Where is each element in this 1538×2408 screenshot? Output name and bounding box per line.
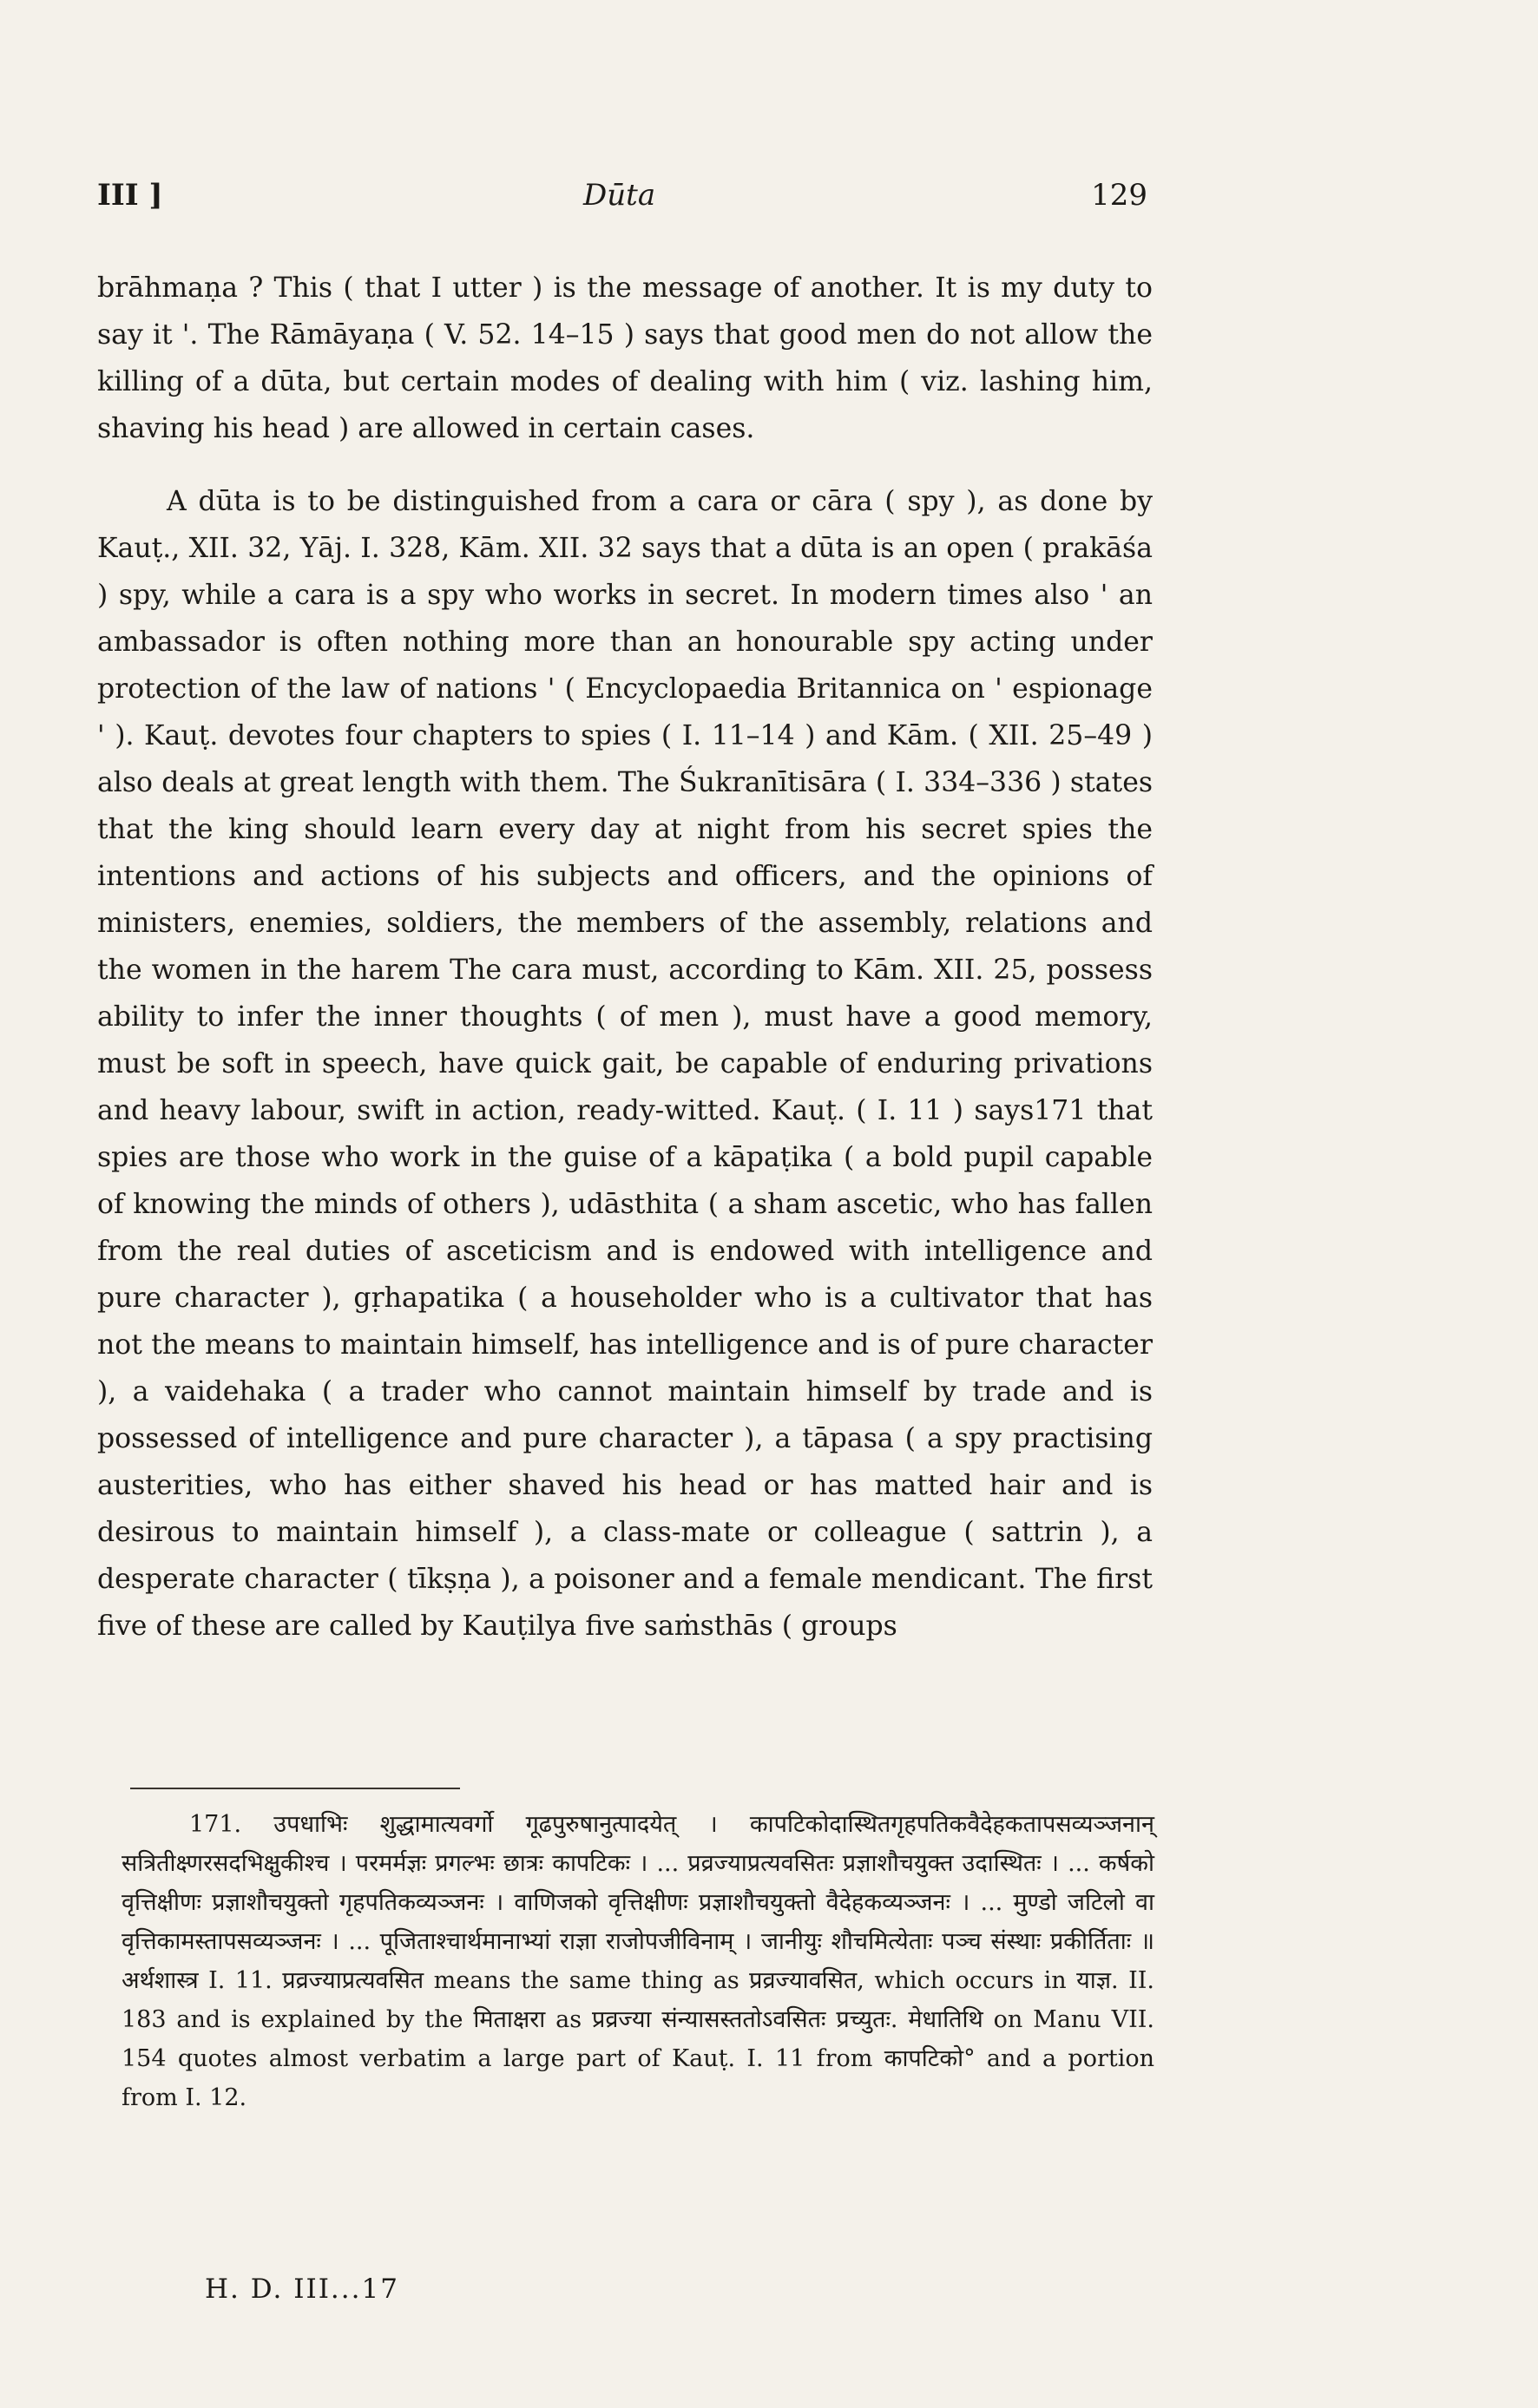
paragraph-1: brāhmaṇa ? This ( that I utter ) is the message of another. It is my duty to say it '. The Rāmāyaṇa ( V. 52. 14–15 ) says that good men do not allow the killing of a dūta, but certain modes of dealing with him ( viz. lashing him, shaving his head ) are allowed in certain cases. — [97, 272, 1153, 444]
footnote — [122, 1805, 1154, 2117]
body-text — [97, 265, 1153, 1650]
paragraph-2: A dūta is to be distinguished from a cara or cāra ( spy ), as done by Kauṭ., XII. 32, Yāj. I. 328, Kām. XII. 32 says that a dūta is an open ( prakāśa ) spy, while a cara is a spy who works in secret. In modern times also ' an ambassador is often nothing more than an honourable spy acting under protection of the law of nations ' ( Encyclopaedia Britannica on ' espionage ' ). Kauṭ. devotes four chapters to spies ( I. 11–14 ) and Kām. ( XII. 25–49 ) also deals at great length with them. The Śukranītisāra ( I. 334–336 ) states that the king should learn every day at night from his secret spies the intentions and actions of his subjects and officers, and the opinions of ministers, enemies, soldiers, the members of the assembly, relations and the women in the harem The cara must, according to Kām. XII. 25, possess ability to infer the inner thoughts ( of men ), must have a good memory, must be soft in speech, have quick gait, be capable of enduring privations and heavy labour, swift in action, ready-witted. Kauṭ. ( I. 11 ) says171 that spies are those who work in the guise of a kāpaṭika ( a bold pupil capable of knowing the minds of others ), udāsthita ( a sham ascetic, who has fallen from the real duties of asceticism and is endowed with intelligence and pure character ), gṛhapatika ( a householder who is a cultivator that has not the means to maintain himself, has intelligence and is of pure character ), a vaidehaka ( a trader who cannot maintain himself by trade and is possessed of intelligence and pure character ), a tāpasa ( a spy practising austerities, who has either shaved his head or has matted hair and is desirous to maintain himself ), a class-mate or colleague ( sattrin ), a desperate character ( tīkṣṇa ), a poisoner and a female mendicant. The first five of these are called by Kauṭilya five saṁsthās ( groups — [97, 486, 1153, 1642]
footnote-171: 171. उपधाभिः शुद्धामात्यवर्गो गूढपुरुषानुत्पादयेत् । कापटिकोदास्थितगृहपतिकवैदेहकतापसव्यञ्जनान् सत्रितीक्ष्णरसदभिक्षुकीश्च । परमर्मज्ञः प्रगल्भः छात्रः कापटिकः । ... प्रव्रज्याप्रत्यवसितः प्रज्ञाशौचयुक्त उदास्थितः । ... कर्षको वृत्तिक्षीणः प्रज्ञाशौचयुक्तो गृहपतिकव्यञ्जनः । वाणिजको वृत्तिक्षीणः प्रज्ञाशौचयुक्तो वैदेहकव्यञ्जनः । ... मुण्डो जटिलो वा वृत्तिकामस्तापसव्यञ्जनः । ... पूजिताश्चार्थमानाभ्यां राज्ञा राजोपजीविनाम् । जानीयुः शौचमित्येताः पञ्च संस्थाः प्रकीर्तिताः ॥ अर्थशास्त्र I. 11. प्रव्रज्याप्रत्यवसित means the same thing as प्रव्रज्यावसित, which occurs in याज्ञ. II. 183 and is explained by the मिताक्षरा as प्रव्रज्या संन्यासस्ततोऽवसितः प्रच्युतः. मेधातिथि on Manu VII. 154 quotes almost verbatim a large part of Kauṭ. I. 11 from कापटिको° and a portion from I. 12. — [122, 1811, 1154, 2111]
signature-mark: H. D. III...17 — [205, 2273, 399, 2305]
footnote-rule — [130, 1788, 460, 1789]
page-header — [97, 178, 1147, 230]
page-number: 129 — [1091, 178, 1147, 213]
chapter-number: III ] — [97, 178, 163, 213]
running-title: Dūta — [583, 178, 656, 213]
